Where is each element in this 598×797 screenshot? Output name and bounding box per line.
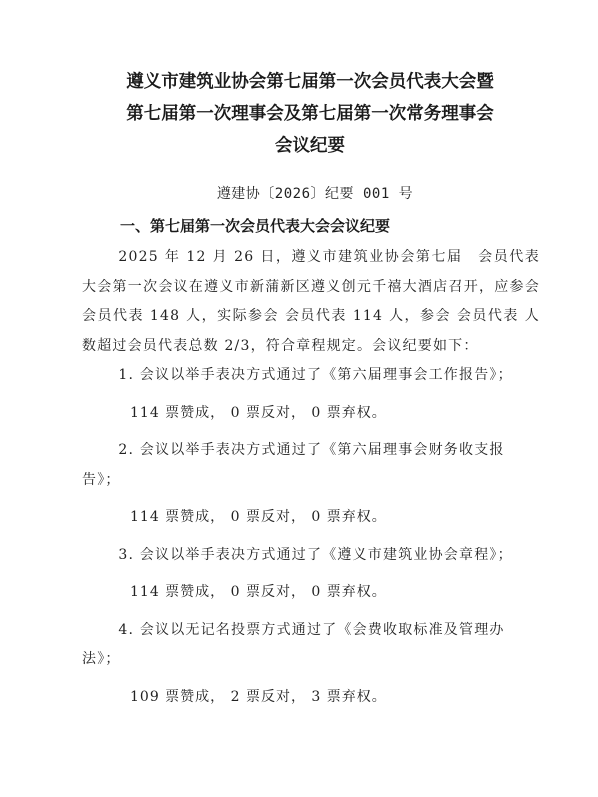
- resolution-item-2: 2. 会议以举手表决方式通过了《第六届理事会财务收支报告》；: [82, 442, 505, 488]
- vote-result-4: 109 票赞成， 2 票反对， 3 票弃权。: [130, 688, 387, 705]
- title-line-1: 遵义市建筑业协会第七届第一次会员代表大会暨: [126, 72, 494, 92]
- resolution-item-1: 1. 会议以举手表决方式通过了《第六届理事会工作报告》；: [118, 367, 513, 383]
- resolution-item-3: 3. 会议以举手表决方式通过了《遵义市建筑业协会章程》；: [118, 546, 513, 563]
- vote-result-3: 114 票赞成， 0 票反对， 0 票弃权。: [130, 584, 387, 600]
- resolution-item-4: 4. 会议以无记名投票方式通过了《会费收取标准及管理办法》；: [82, 621, 505, 667]
- vote-result-2: 114 票赞成， 0 票反对， 0 票弃权。: [130, 509, 387, 525]
- vote-result-1: 114 票赞成， 0 票反对， 0 票弃权。: [130, 404, 387, 421]
- section-heading: 一、第七届第一次会员代表大会会议纪要: [120, 217, 391, 235]
- document-number: 遵建协〔2026〕纪要 001 号: [216, 186, 414, 202]
- intro-paragraph: 2025 年 12 月 26 日，遵义市建筑业协会第七届 会员代表 大会第一次会议在遵义市新蒲新区遵义创元千禧大酒店召开，应参会 会员代表 148 人，实际参会 会员代表 114 人，参会 会员代表 人数超过会员代表总数 2/3，符合章程规定。会议纪要如下：: [82, 249, 540, 354]
- document-title: [80, 66, 540, 162]
- title-line-3: 会议纪要: [275, 136, 345, 156]
- title-line-2: 第七届第一次理事会及第七届第一次常务理事会: [126, 104, 494, 124]
